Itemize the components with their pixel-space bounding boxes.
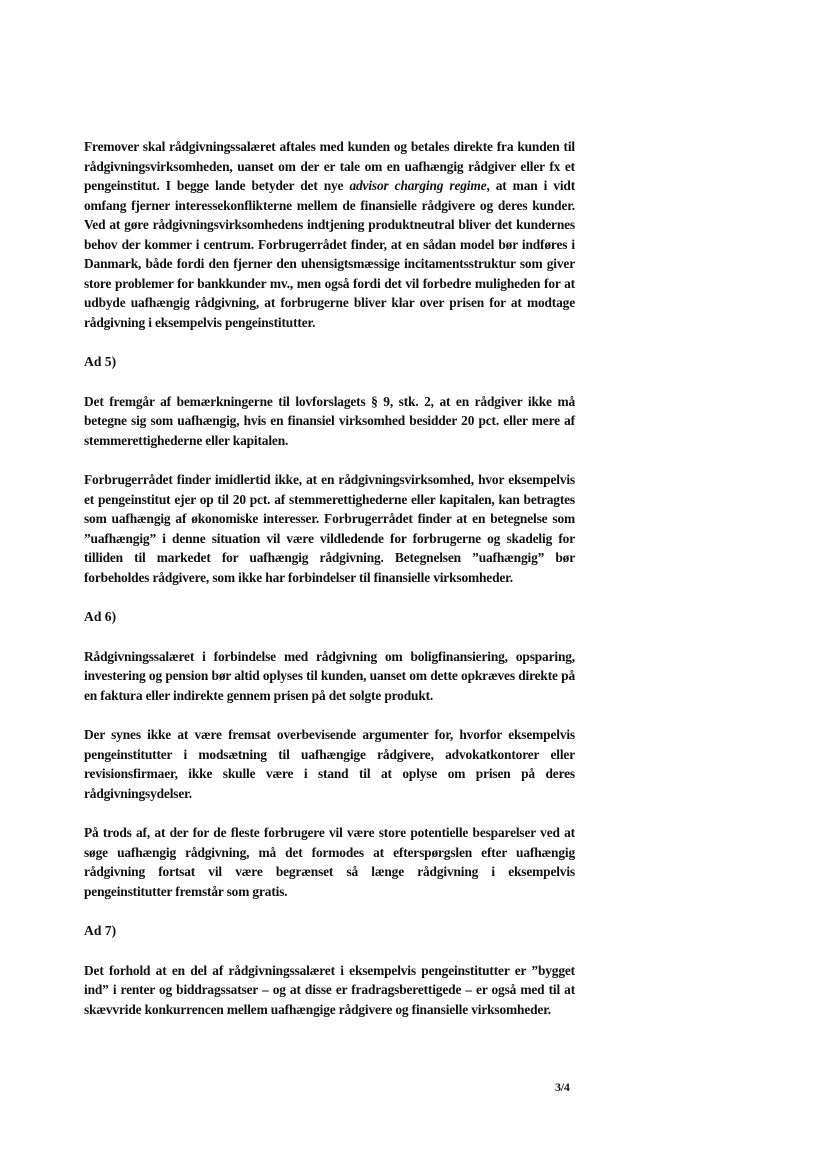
paragraph	[84, 961, 575, 1020]
paragraph	[84, 137, 575, 332]
paragraph-text: Det fremgår af bemærkningerne til lovforslagets § 9, stk. 2, at en rådgiver ikke må betegne sig som uafhængig, hvis en finansiel virksomhed besidder 20 pct. eller mere af stemmerettighederne eller kapitalen.	[84, 393, 575, 448]
document-body	[84, 137, 575, 1019]
paragraph	[84, 725, 575, 803]
paragraph-text: Rådgivningssalæret i forbindelse med rådgivning om boligfinansiering, opsparing, investering og pension bør altid oplyses til kunden, uanset om dette opkræves direkte på en faktura eller indirekte gennem prisen på det solgte produkt.	[84, 648, 575, 703]
paragraph-text: Fremover skal rådgivningssalæret aftales med kunden og betales direkte fra kunden til rådgivningsvirksomheden, uanset om der er tale om en uafhængig rådgiver eller fx et pengeinstitut. I begge lande betyder det nye	[84, 139, 575, 193]
page-number: 3/4	[555, 1080, 570, 1094]
paragraph-text: Det forhold at en del af rådgivningssalæret i eksempelvis pengeinstitutter er ”bygget ind” i renter og biddragssatser – og at disse er fradragsberettigede – er også med til at skævvride konkurrencen mellem uafhængige rådgivere og finansielle virksomheder.	[84, 962, 575, 1017]
paragraph-text: På trods af, at der for de fleste forbrugere vil være store potentielle besparelser ved at søge uafhængig rådgivning, må det formodes at efterspørgslen efter uafhængig rådgivning fortsat vil være begrænset så længe rådgivning i eksempelvis pengeinstitutter fremstår som gratis.	[84, 825, 575, 899]
section-heading: Ad 6)	[84, 609, 117, 624]
paragraph	[84, 823, 575, 901]
paragraph	[84, 647, 575, 706]
paragraph-text: Forbrugerrådet finder imidlertid ikke, at en rådgivningsvirksomhed, hvor eksempelvis et pengeinstitut ejer op til 20 pct. af stemmerettighederne eller kapitalen, kan betragtes som uafhængig af økonomiske interesser. Forbrugerrådet finder at en betegnelse som ”uafhængig” i denne situation vil være vildledende for forbrugerne og skadelig for tilliden til markedet for uafhængig rådgivning. Betegnelsen ”uafhængig” bør forbeholdes rådgivere, som ikke har forbindelser til finansielle virksomheder.	[84, 472, 575, 585]
paragraph-text: , at man i vidt omfang fjerner interessekonflikterne mellem de finansielle rådgivere og deres kunder. Ved at gøre rådgivningsvirksomhedens indtjening produktneutral bliver det kundernes behov der kommer i centrum. Forbrugerrådet finder, at en sådan model bør indføres i Danmark, både fordi den fjerner den uhensigtsmæssige incitamentsstruktur som giver store problemer for bankkunder mv., men også fordi det vil forbedre muligheden for at udbyde uafhængig rådgivning, at forbrugerne bliver klar over prisen for at modtage rådgivning i eksempelvis pengeinstitutter.	[84, 178, 576, 330]
paragraph-text: Der synes ikke at være fremsat overbevisende argumenter for, hvorfor eksempelvis pengeinstitutter i modsætning til uafhængige rådgivere, advokatkontorer eller revisionsfirmaer, ikke skulle være i stand til at oplyse om prisen på deres rådgivningsydelser.	[84, 727, 575, 801]
emphasized-text: advisor charging regime	[349, 178, 487, 193]
section-heading: Ad 5)	[84, 354, 117, 369]
section-heading: Ad 7)	[84, 923, 117, 938]
paragraph	[84, 392, 575, 451]
paragraph	[84, 470, 575, 587]
